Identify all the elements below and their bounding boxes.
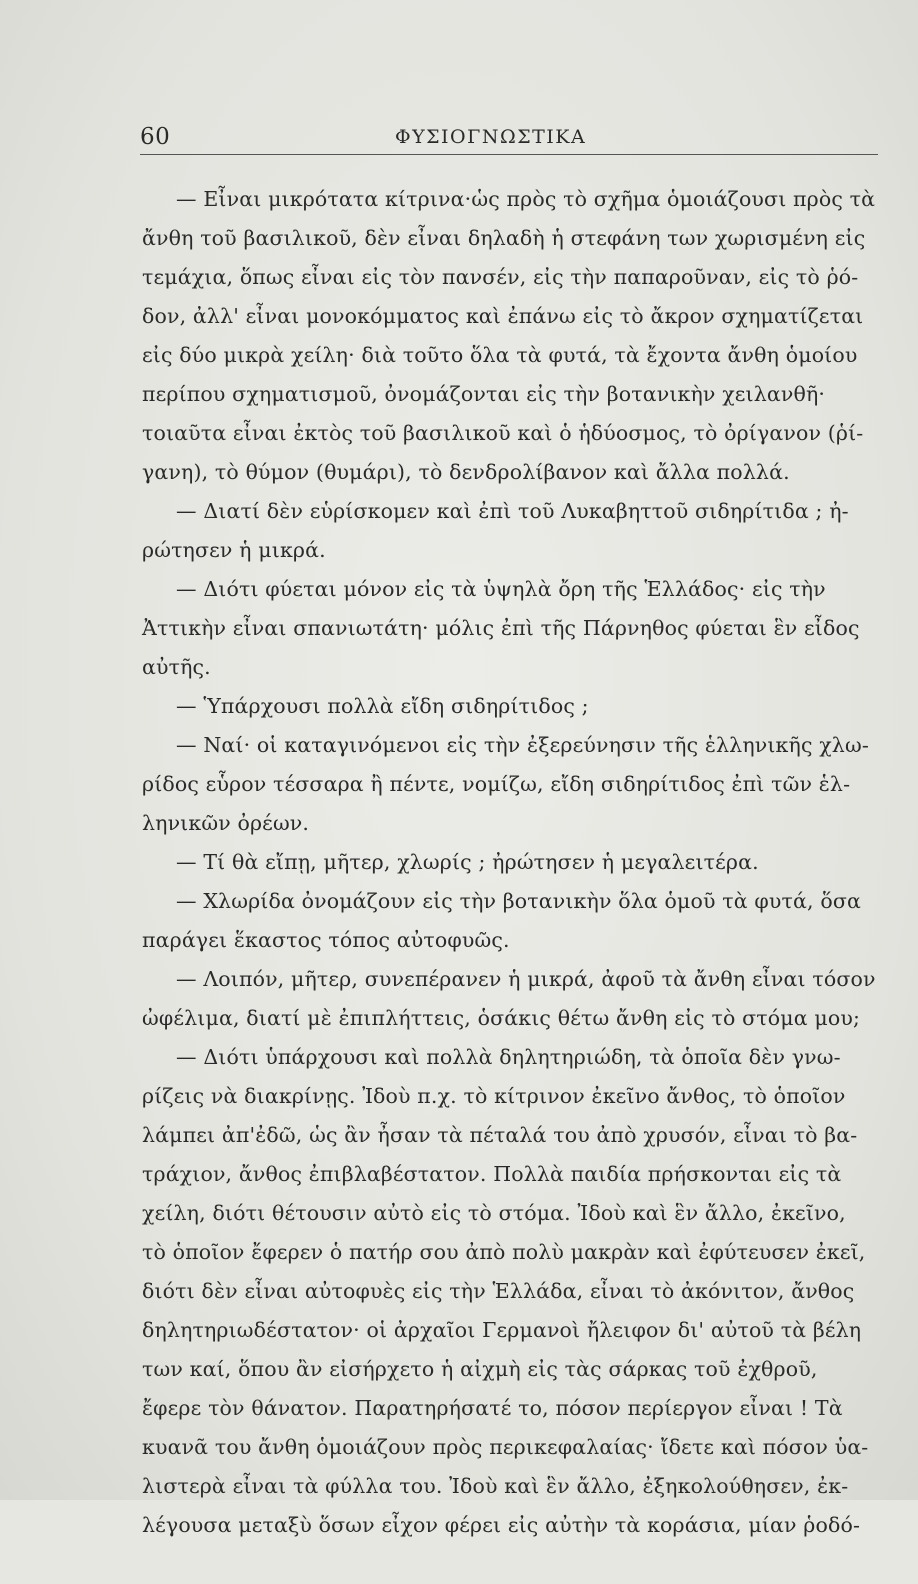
text-line: λάμπει ἀπ'ἐδῶ, ὡς ἂν ἦσαν τὰ πέταλά του ἀπὸ χρυσόν, εἶναι τὸ βα-	[142, 1123, 858, 1147]
text-line: — Τί θὰ εἴπῃ, μῆτερ, χλωρίς ; ἠρώτησεν ἡ μεγαλειτέρα.	[176, 850, 759, 874]
header-rule	[140, 154, 878, 155]
text-line: κυανᾶ του ἄνθη ὁμοιάζουν πρὸς περικεφαλαίας· ἴδετε καὶ πόσον ὑα-	[142, 1435, 869, 1459]
text-line: ρίδος εὗρον τέσσαρα ἢ πέντε, νομίζω, εἴδη σιδηρίτιδος ἐπὶ τῶν ἑλ-	[142, 772, 851, 796]
text-line: — Χλωρίδα ὀνομάζουν εἰς τὴν βοτανικὴν ὅλα ὁμοῦ τὰ φυτά, ὅσα	[176, 889, 861, 913]
text-line: δον, ἀλλ' εἶναι μονοκόμματος καὶ ἐπάνω εἰς τὸ ἄκρον σχηματίζεται	[142, 304, 864, 328]
text-line	[142, 1545, 882, 1584]
text-line: — Ναί· οἱ καταγινόμενοι εἰς τὴν ἐξερεύνησιν τῆς ἑλληνικῆς χλω-	[176, 733, 869, 757]
text-line: — Εἶναι μικρότατα κίτρινα·ὡς πρὸς τὸ σχῆμα ὁμοιάζουσι πρὸς τὰ	[176, 187, 876, 211]
text-line: ληνικῶν ὀρέων.	[142, 811, 310, 835]
text-line: ρίζεις νὰ διακρίνῃς. Ἰδοὺ π.χ. τὸ κίτρινον ἐκεῖνο ἄνθος, τὸ ὁποῖον	[142, 1084, 846, 1108]
text-line: — Διότι φύεται μόνον εἰς τὰ ὑψηλὰ ὄρη τῆς Ἑλλάδος· εἰς τὴν	[176, 577, 826, 601]
text-line: ἔφερε τὸν θάνατον. Παρατηρήσατέ το, πόσον περίεργον εἶναι ! Τὰ	[142, 1396, 843, 1420]
body-text	[142, 180, 882, 1584]
text-line: λέγουσα μεταξὺ ὅσων εἶχον φέρει εἰς αὐτὴν τὰ κοράσια, μίαν ῥοδό-	[142, 1513, 861, 1537]
text-line: λιστερὰ εἶναι τὰ φύλλα του. Ἰδοὺ καὶ ἓν ἄλλο, ἐξηκολούθησεν, ἐκ-	[142, 1474, 849, 1498]
text-line: — Ὑπάρχουσι πολλὰ εἴδη σιδηρίτιδος ;	[176, 694, 589, 718]
text-line: παράγει ἕκαστος τόπος αὐτοφυῶς.	[142, 928, 510, 952]
text-line: ἄνθη τοῦ βασιλικοῦ, δὲν εἶναι δηλαδὴ ἡ στεφάνη των χωρισμένη εἰς	[142, 226, 866, 250]
text-line: διότι δὲν εἶναι αὐτοφυὲς εἰς τὴν Ἑλλάδα, εἶναι τὸ ἀκόνιτον, ἄνθος	[142, 1279, 855, 1303]
text-line: χείλη, διότι θέτουσιν αὐτὸ εἰς τὸ στόμα. Ἰδοὺ καὶ ἓν ἄλλο, ἐκεῖνο,	[142, 1201, 846, 1225]
text-line: τράχιον, ἄνθος ἐπιβλαβέστατον. Πολλὰ παιδία πρήσκονται εἰς τὰ	[142, 1162, 842, 1186]
running-title: ΦΥΣΙΟΓΝΩΣΤΙΚΑ	[395, 126, 587, 148]
text-line: — Διότι ὑπάρχουσι καὶ πολλὰ δηλητηριώδη, τὰ ὁποῖα δὲν γνω-	[176, 1045, 841, 1069]
text-line: γανη), τὸ θύμον (θυμάρι), τὸ δενδρολίβανον καὶ ἄλλα πολλά.	[142, 460, 790, 484]
text-line: εἰς δύο μικρὰ χείλη· διὰ τοῦτο ὅλα τὰ φυτά, τὰ ἔχοντα ἄνθη ὁμοίου	[142, 343, 858, 367]
text-line: — Διατί δὲν εὑρίσκομεν καὶ ἐπὶ τοῦ Λυκαβηττοῦ σιδηρίτιδα ; ἠ-	[176, 499, 849, 523]
text-line: Ἀττικὴν εἶναι σπανιωτάτη· μόλις ἐπὶ τῆς Πάρνηθος φύεται ἓν εἶδος	[142, 616, 860, 640]
text-line: τοιαῦτα εἶναι ἐκτὸς τοῦ βασιλικοῦ καὶ ὁ ἡδύοσμος, τὸ ὀρίγανον (ῥί-	[142, 421, 864, 445]
text-line: τεμάχια, ὅπως εἶναι εἰς τὸν πανσέν, εἰς τὴν παπαροῦναν, εἰς τὸ ῥό-	[142, 265, 859, 289]
text-line: ὠφέλιμα, διατί μὲ ἐπιπλήττεις, ὁσάκις θέτω ἄνθη εἰς τὸ στόμα μου;	[142, 1006, 861, 1030]
text-line: ρώτησεν ἡ μικρά.	[142, 538, 326, 562]
text-line: — Λοιπόν, μῆτερ, συνεπέρανεν ἡ μικρά, ἀφοῦ τὰ ἄνθη εἶναι τόσον	[176, 967, 876, 991]
text-line: δηλητηριωδέστατον· οἱ ἀρχαῖοι Γερμανοὶ ἤλειφον δι' αὐτοῦ τὰ βέλη	[142, 1318, 862, 1342]
page-header	[140, 122, 880, 158]
text-line: των καί, ὅπου ἂν εἰσήρχετο ἡ αἰχμὴ εἰς τὰς σάρκας τοῦ ἐχθροῦ,	[142, 1357, 818, 1381]
text-line: περίπου σχηματισμοῦ, ὀνομάζονται εἰς τὴν βοτανικὴν χειλανθῆ·	[142, 382, 826, 406]
text-line: αὐτῆς.	[142, 655, 211, 679]
page-number: 60	[140, 124, 171, 150]
text-line: τὸ ὁποῖον ἔφερεν ὁ πατήρ σου ἀπὸ πολὺ μακρὰν καὶ ἐφύτευσεν ἐκεῖ,	[142, 1240, 866, 1264]
